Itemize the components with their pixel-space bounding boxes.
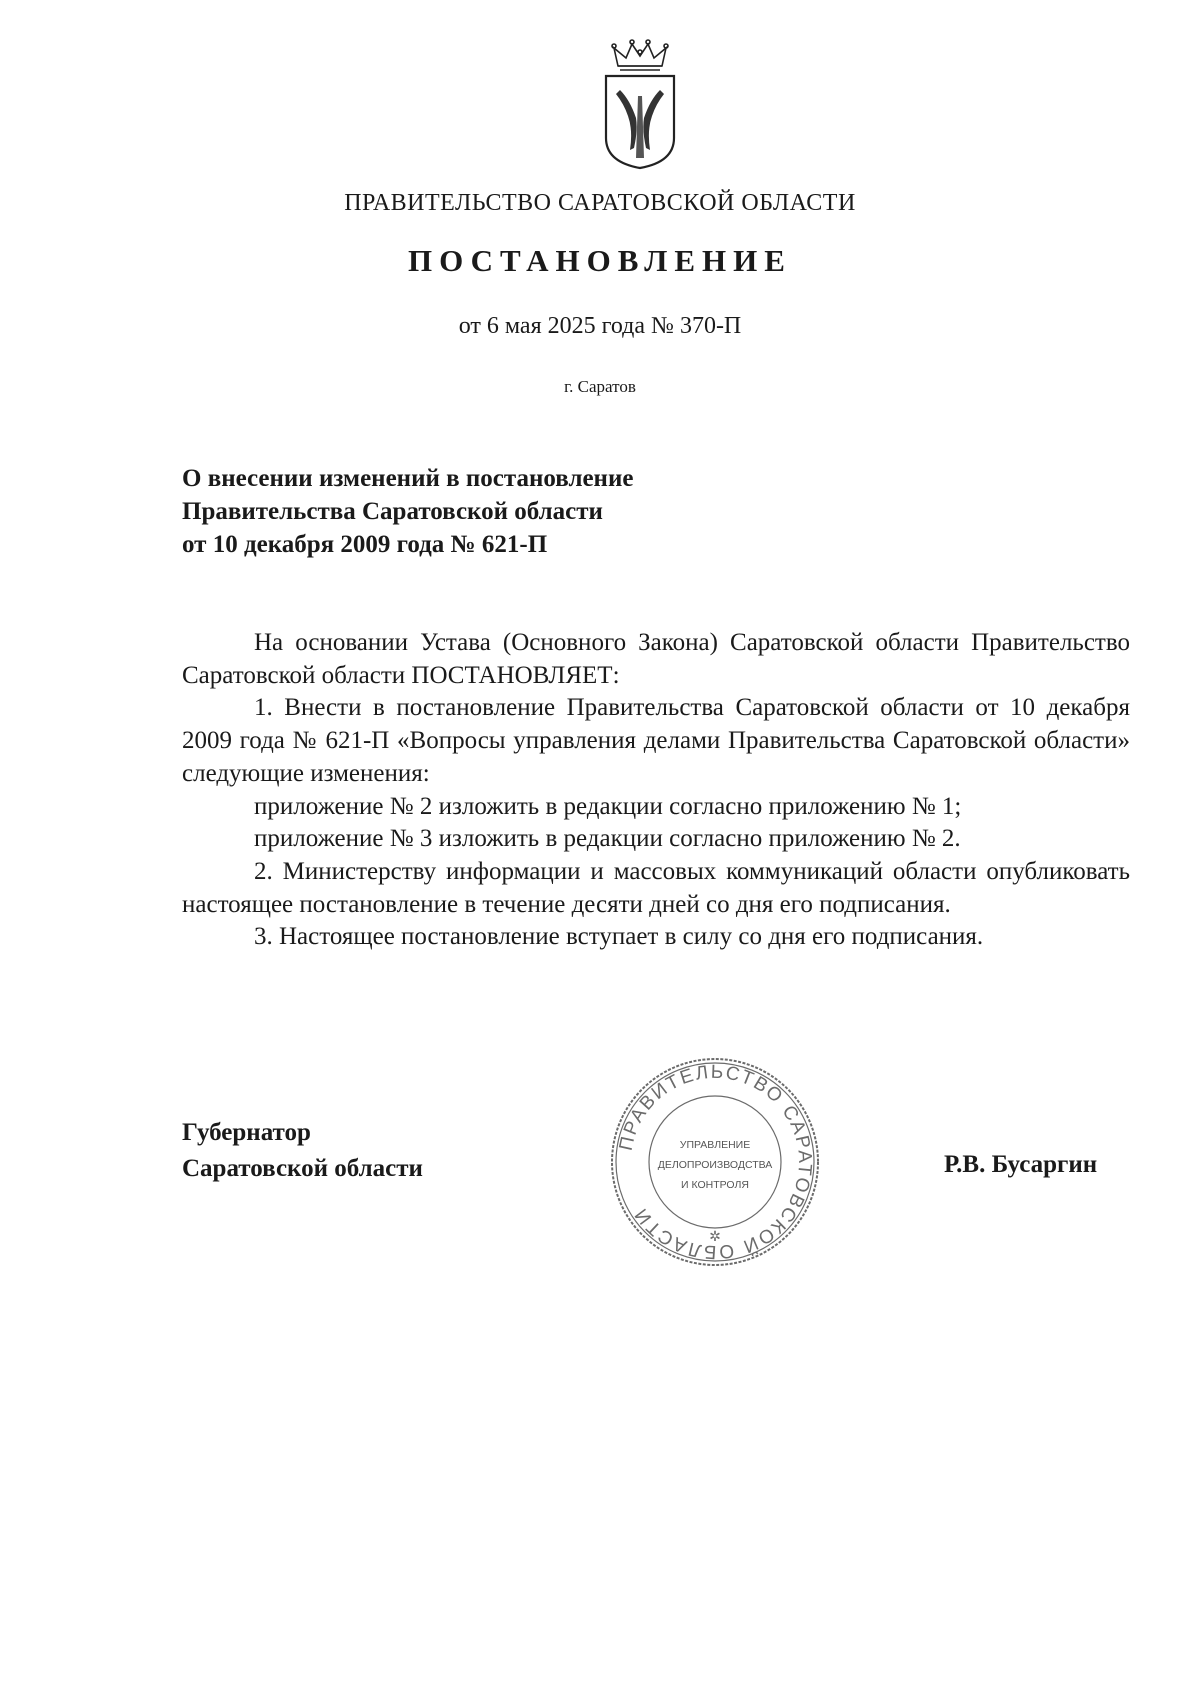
body-paragraph-item-1: 1. Внести в постановление Правительства Саратовской области от 10 декабря 2009 года № 621-П «Вопросы управления делами Правительства Саратовской области» следующие изменения: [182, 694, 1130, 787]
stamp-center-text: УПРАВЛЕНИЕ [679, 1139, 751, 1151]
stamp-ring-text: ПРАВИТЕЛЬСТВО САРАТОВСКОЙ ОБЛАСТИ [615, 1061, 816, 1263]
document-date-number: от 6 мая 2025 года № 370-П [458, 313, 742, 339]
coat-of-arms-emblem [600, 38, 680, 170]
document-type-title: ПОСТАНОВЛЕНИЕ [408, 243, 792, 278]
body-paragraph-subitem: приложение № 2 изложить в редакции согласно приложению № 1; [254, 792, 962, 820]
signatory-position-line: Губернатор [182, 1119, 311, 1146]
signatory-position [182, 1115, 423, 1187]
document-subject [182, 462, 882, 561]
star-icon: ✲ [709, 1228, 721, 1244]
signatory-position-line: Саратовской области [182, 1155, 423, 1182]
subject-line: О внесении изменений в постановление [182, 465, 634, 492]
subject-line: Правительства Саратовской области [182, 498, 603, 525]
stamp-center-text: ДЕЛОПРОИЗВОДСТВА [657, 1159, 773, 1171]
official-stamp [608, 1055, 822, 1269]
document-body [182, 627, 1130, 954]
signatory-name: Р.В. Бусаргин [944, 1151, 1098, 1178]
stamp-center-text: И КОНТРОЛЯ [681, 1179, 749, 1191]
government-name: ПРАВИТЕЛЬСТВО САРАТОВСКОЙ ОБЛАСТИ [344, 190, 856, 216]
body-paragraph-subitem: приложение № 3 изложить в редакции согласно приложению № 2. [254, 825, 961, 853]
body-paragraph-preamble: На основании Устава (Основного Закона) Саратовской области Правительство Саратовской области ПОСТАНОВЛЯЕТ: [182, 629, 1130, 689]
subject-line: от 10 декабря 2009 года № 621-П [182, 531, 548, 558]
document-city: г. Саратов [564, 377, 636, 396]
body-paragraph-item-3: 3. Настоящее постановление вступает в силу со дня его подписания. [254, 923, 984, 951]
body-paragraph-item-2: 2. Министерству информации и массовых коммуникаций области опубликовать настоящее постановление в течение десяти дней со дня его подписания. [182, 857, 1130, 918]
